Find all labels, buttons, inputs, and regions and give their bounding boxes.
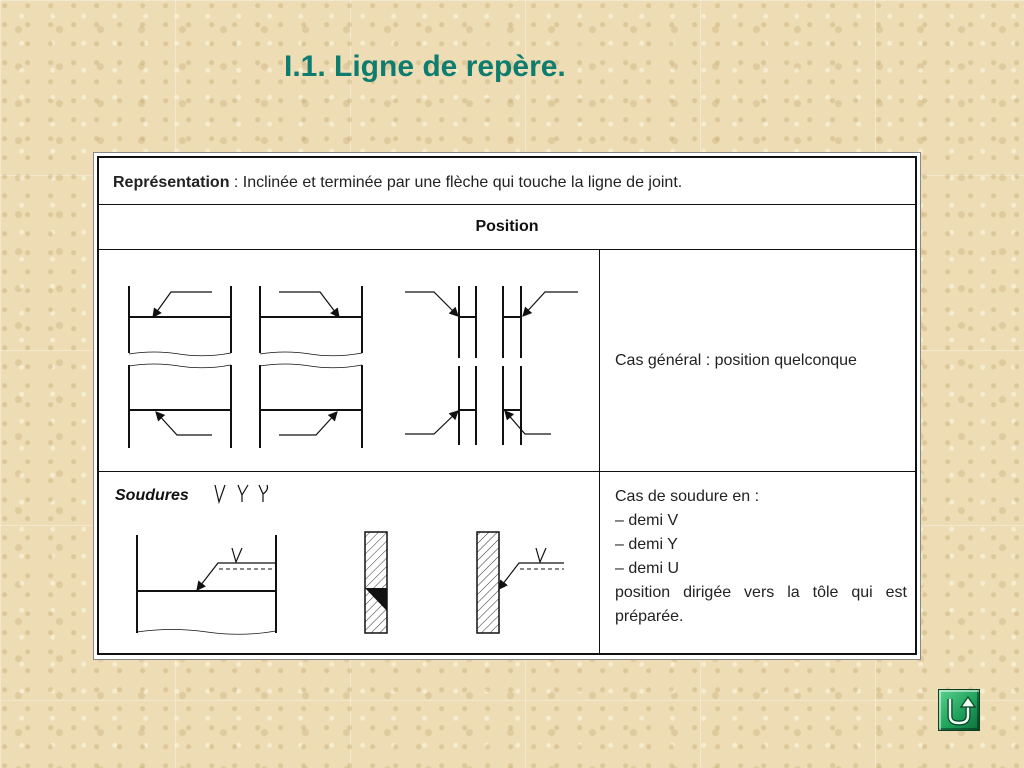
document-sheet (93, 152, 921, 660)
joint-drawing-7 (405, 366, 476, 445)
weld-case-line: – demi V (615, 512, 679, 529)
joint-drawing-3 (129, 364, 231, 448)
joint-drawing-1 (129, 286, 231, 356)
general-case-text: Cas général : position quelconque (615, 352, 857, 369)
technical-drawings (99, 158, 915, 653)
joint-drawing-5 (405, 286, 476, 358)
page-title: I.1. Ligne de repère. (284, 50, 566, 83)
weld-case-note: position dirigée vers la tôle qui est préparée. (615, 584, 907, 625)
welds-label: Soudures (115, 487, 189, 504)
joint-drawing-4 (260, 364, 362, 448)
return-arrow-icon (939, 690, 979, 730)
weld-case-line: Cas de soudure en : (615, 488, 760, 505)
joint-drawing-8 (503, 366, 551, 445)
weld-case-line: – demi U (615, 560, 680, 577)
position-header: Position (475, 218, 539, 235)
weld-drawing-2 (365, 532, 387, 633)
return-button[interactable] (938, 689, 980, 731)
joint-drawing-6 (503, 286, 578, 358)
joint-drawing-2 (260, 286, 362, 356)
weld-drawing-1 (137, 535, 276, 634)
representation-text: : Inclinée et terminée par une flèche qui touche la ligne de joint. (229, 174, 683, 191)
reference-line-table (97, 156, 917, 655)
weld-drawing-3 (477, 532, 564, 633)
representation-label: Représentation (113, 174, 230, 191)
weld-case-line: – demi Y (615, 536, 678, 553)
weld-symbols-icon (215, 485, 268, 502)
